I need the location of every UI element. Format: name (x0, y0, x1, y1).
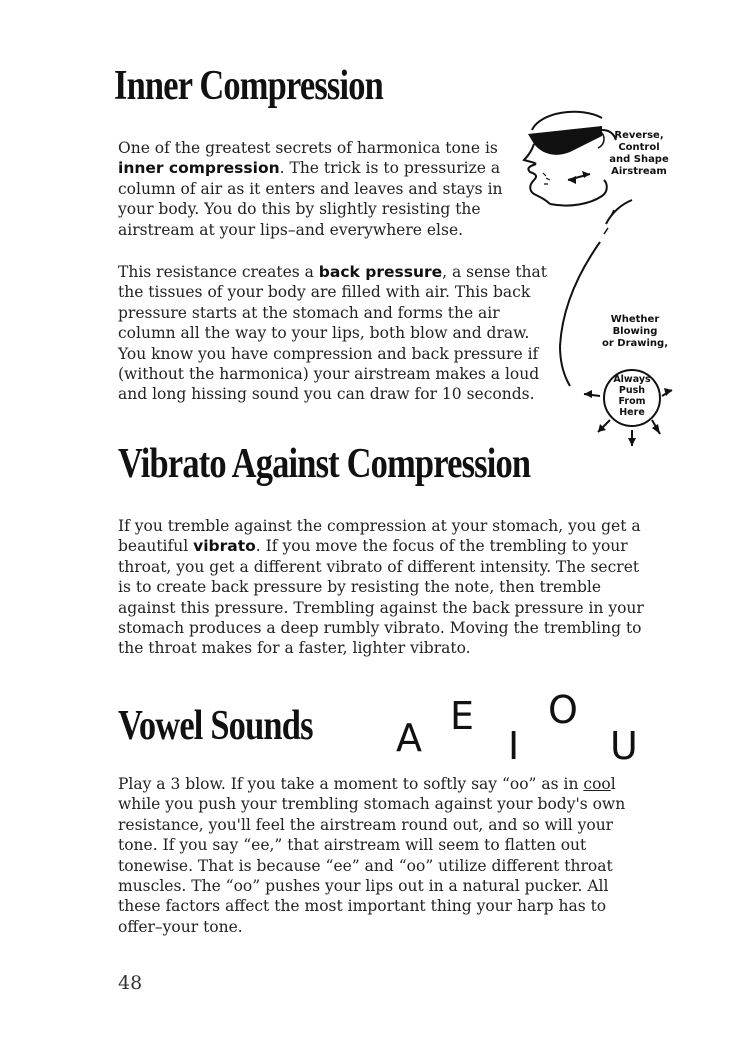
bold-term: inner compression (118, 159, 280, 178)
label-line: Always (613, 374, 651, 385)
illustration-label-circle (607, 374, 657, 418)
label-line: Push (618, 385, 646, 396)
vowel-letter-i: I (508, 724, 520, 768)
vowel-letter-o: O (548, 688, 578, 732)
bold-term: vibrato (193, 537, 256, 556)
underlined-word: coo (583, 775, 611, 793)
vowel-letter-e: E (450, 694, 475, 738)
section-title-inner-compression: Inner Compression (114, 63, 383, 109)
label-line: From (618, 396, 646, 407)
vowel-letter-u: U (610, 724, 638, 768)
vibrato-paragraph (118, 516, 648, 659)
paragraph-text: Play a 3 blow. If you take a moment to softly say “oo” as in (118, 775, 584, 793)
illustration-label-top (594, 130, 684, 178)
bold-term: back pressure (318, 263, 443, 281)
vowel-letter-a: A (396, 716, 422, 760)
inner-compression-paragraph-2 (118, 262, 558, 405)
vowel-letters (390, 688, 670, 778)
paragraph-text: This resistance creates a (118, 263, 319, 281)
label-line: Reverse, (614, 130, 664, 141)
label-line: Here (619, 407, 645, 418)
paragraph-text: One of the greatest secrets of harmonica tone is (118, 139, 498, 157)
label-line: Whether (610, 314, 660, 325)
paragraph-text: l while you push your trembling stomach against your body's own resistance, you'll feel the airstream round out, and so will your tone. If you say “ee,” that airstream will seem to flatten out tonewise. That is because “ee” and “oo” utilize different throat muscles. The “oo” pushes your lips out in a natural pucker. All these factors affect the most important thing your harp has to offer–your tone. (118, 775, 626, 936)
paragraph-text: , a sense that the tissues of your body are filled with air. This back pressure starts at the stomach and forms the air column all the way to your lips, both blow and draw. You know you have compression and back pressure if (without the harmonica) your airstream makes a loud and long hissing sound you can draw for 10 seconds. (118, 263, 548, 404)
paragraph-text: . The trick is to pressurize a column of air as it enters and leaves and stays in your body. You do this by slightly resisting the airstream at your lips–and everywhere else. (118, 159, 503, 239)
paragraph-text: . If you move the focus of the trembling to your throat, you get a different vibrato of different intensity. The secret is to create back pressure by resisting the note, then tremble against this pressure. Trembling against the back pressure in your stomach produces a deep rumbly vibrato. Moving the trembling to the throat makes for a faster, lighter vibrato. (118, 537, 644, 658)
label-line: and Shape (609, 154, 669, 165)
section-title-vibrato: Vibrato Against Compression (118, 441, 531, 487)
breathing-illustration (510, 100, 710, 460)
vowel-sounds-paragraph (118, 774, 650, 937)
page-number: 48 (118, 972, 143, 994)
label-line: or Drawing, (601, 338, 668, 349)
section-title-vowel-sounds: Vowel Sounds (118, 703, 313, 749)
label-line: Blowing (612, 326, 658, 337)
inner-compression-paragraph-1 (118, 138, 510, 240)
label-line: Airstream (611, 166, 667, 177)
paragraph-text: If you tremble against the compression at your stomach, you get a beautiful (118, 517, 641, 556)
illustration-label-middle (590, 314, 680, 350)
label-line: Control (618, 142, 660, 153)
